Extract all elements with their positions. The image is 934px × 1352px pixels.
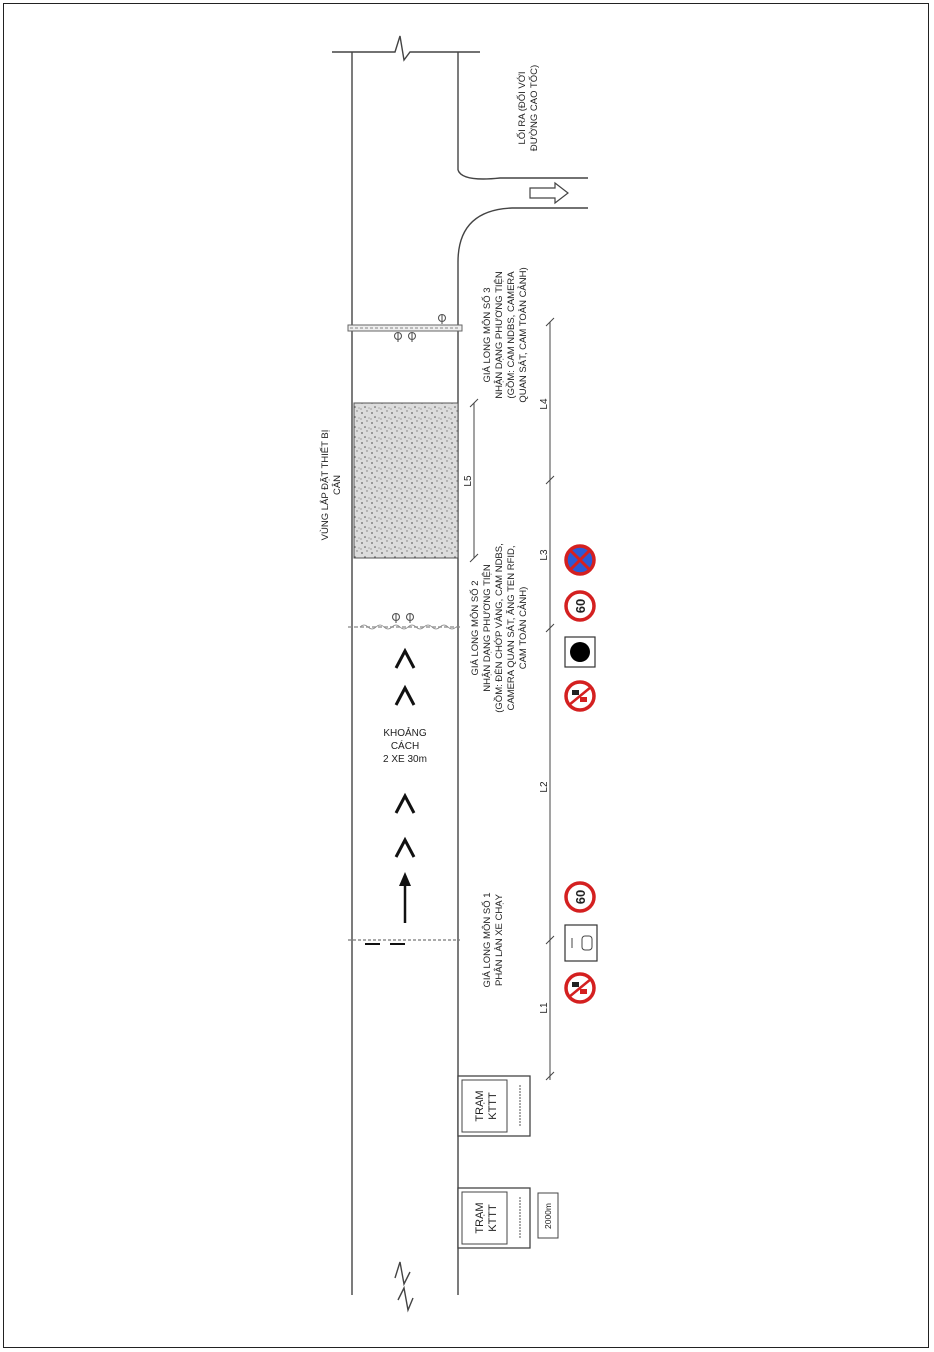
l1-label: L1 xyxy=(539,1002,550,1014)
l2-label: L2 xyxy=(539,781,550,793)
gantry-3 xyxy=(348,314,462,342)
l3-label: L3 xyxy=(539,549,550,561)
exit-label-line1: LỐI RA (ĐỐI VỚI xyxy=(517,71,528,145)
exit-label-line2: ĐƯỜNG CAO TỐC) xyxy=(529,64,540,152)
camera-icon xyxy=(393,613,414,623)
arrow-up-icon xyxy=(399,872,411,923)
equipment-zone-label-line2: CÂN xyxy=(332,474,343,496)
gantry-1 xyxy=(348,940,460,944)
gap-label-line2: CÁCH xyxy=(390,741,420,752)
gate3-label-line3: (GỒM: CAM NDBS, CAMERA xyxy=(506,271,517,399)
road-break-bottom xyxy=(395,1262,410,1284)
stop-signal-sign xyxy=(565,637,595,667)
distance-sign-value: 2000m xyxy=(543,1203,553,1229)
vehicle-info-sign xyxy=(565,925,597,961)
gate1-label-line2: PHÂN LÀN XE CHẠY xyxy=(494,894,505,986)
no-overtaking-sign xyxy=(566,682,594,710)
speed-limit-sign xyxy=(566,883,594,911)
exit-curve-bottom xyxy=(458,208,588,262)
station-near-label-line1: TRẠM xyxy=(474,1090,486,1122)
chevron-up-icon xyxy=(396,840,414,857)
chevron-up-icon xyxy=(396,796,414,813)
distance-sign xyxy=(538,1193,558,1238)
chevron-up-icon xyxy=(396,688,414,705)
weighing-equipment-zone xyxy=(354,403,458,558)
gantry-2 xyxy=(348,613,460,629)
speed-limit-value: 60 xyxy=(573,889,588,905)
speed-limit-value: 60 xyxy=(573,598,588,614)
station-far-label-line2: KTTT xyxy=(487,1204,499,1232)
l5-label: L5 xyxy=(463,475,474,487)
vehicle-gap-label xyxy=(383,726,427,765)
chevron-up-icon xyxy=(396,651,414,668)
weigh-station-sign-near xyxy=(458,1076,530,1136)
gate2-label-line1: GIÁ LONG MÔN SỐ 2 xyxy=(470,580,481,676)
speed-limit-sign xyxy=(566,592,594,620)
gate3-label-line2: NHẬN DẠNG PHƯƠNG TIỆN xyxy=(494,271,505,399)
gate3-label-line4: QUAN SÁT, CAM TOÀN CẢNH) xyxy=(518,267,529,403)
exit-arrow-icon xyxy=(530,183,568,203)
gate3-label-line1: GIÁ LONG MÔN SỐ 3 xyxy=(482,287,493,383)
gate2-label-line3: (GỒM: ĐÈN CHỚP VÀNG, CAM NDBS, xyxy=(494,543,505,713)
l4-label: L4 xyxy=(539,398,550,410)
station-far-label-line1: TRẠM xyxy=(474,1202,486,1234)
gap-label-line3: 2 XE 30m xyxy=(383,754,427,765)
gap-label-line1: KHOẢNG xyxy=(383,728,427,739)
gate1-label-line1: GIÁ LONG MÔN SỐ 1 xyxy=(482,892,493,988)
gate2-label-line5: CAM TOÀN CẢNH) xyxy=(518,586,529,670)
equipment-zone-label-line1: VÙNG LẮP ĐẶT THIẾT BỊ xyxy=(320,429,331,541)
road-break-bottom-right xyxy=(398,1288,413,1310)
station-near-label-line2: KTTT xyxy=(487,1092,499,1120)
weigh-station-sign-far xyxy=(458,1188,530,1248)
no-overtaking-sign xyxy=(566,974,594,1002)
no-stopping-sign xyxy=(566,546,594,574)
exit-curve-top xyxy=(458,170,588,179)
gate2-label-line2: NHẬN DẠNG PHƯƠNG TIỆN xyxy=(482,564,493,692)
dimension-line-main xyxy=(546,318,554,1080)
gate2-label-line4: CAMERA QUAN SÁT, ĂNG TEN RFID, xyxy=(506,545,517,711)
